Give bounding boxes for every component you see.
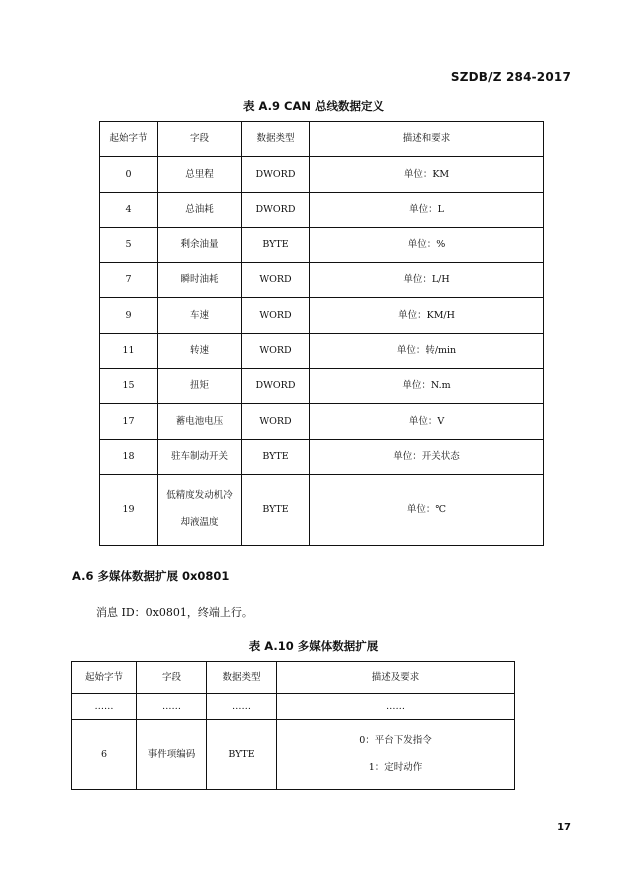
table-row xyxy=(100,193,544,228)
field-cell xyxy=(158,475,242,546)
field-cell: 总里程 xyxy=(158,157,242,193)
column-header: 数据类型 xyxy=(242,122,310,157)
type-cell: BYTE xyxy=(242,475,310,546)
table-row xyxy=(100,334,544,369)
type-cell: WORD xyxy=(242,263,310,298)
type-cell: WORD xyxy=(242,298,310,334)
ellipsis-cell: …… xyxy=(207,694,277,720)
field-cell: 事件项编码 xyxy=(137,720,207,790)
desc-cell: 单位：转/min xyxy=(310,334,544,369)
column-header: 数据类型 xyxy=(207,662,277,694)
field-cell: 转速 xyxy=(158,334,242,369)
table-row xyxy=(100,228,544,263)
start-byte-cell: 18 xyxy=(100,440,158,475)
table-row xyxy=(100,157,544,193)
desc-cell: 单位：开关状态 xyxy=(310,440,544,475)
table-row xyxy=(72,720,515,790)
type-cell: WORD xyxy=(242,404,310,440)
start-byte-cell: 17 xyxy=(100,404,158,440)
table-header-row xyxy=(100,122,544,157)
start-byte-cell: 5 xyxy=(100,228,158,263)
desc-cell: 单位：L xyxy=(310,193,544,228)
start-byte-cell: 9 xyxy=(100,298,158,334)
field-line: 低精度发动机冷 xyxy=(166,490,233,502)
table-a9-caption: 表 A.9 CAN 总线数据定义 xyxy=(243,99,384,113)
ellipsis-cell: …… xyxy=(277,694,515,720)
desc-cell: 单位：N.m xyxy=(310,369,544,404)
column-header: 描述和要求 xyxy=(310,122,544,157)
table-a10-caption: 表 A.10 多媒体数据扩展 xyxy=(248,639,379,653)
start-byte-cell: 7 xyxy=(100,263,158,298)
desc-cell: 单位：℃ xyxy=(310,475,544,546)
field-line: 却液温度 xyxy=(180,517,219,528)
table-a10 xyxy=(71,661,515,790)
field-cell: 蓄电池电压 xyxy=(158,404,242,440)
table-header-row xyxy=(72,662,515,694)
desc-cell: 单位：KM/H xyxy=(310,298,544,334)
type-cell: BYTE xyxy=(242,228,310,263)
type-cell: WORD xyxy=(242,334,310,369)
standard-code: SZDB/Z 284-2017 xyxy=(450,70,571,84)
desc-cell xyxy=(277,720,515,790)
desc-line: 0：平台下发指令 xyxy=(359,734,432,746)
desc-cell: 单位：% xyxy=(310,228,544,263)
field-cell: 驻车制动开关 xyxy=(158,440,242,475)
start-byte-cell: 15 xyxy=(100,369,158,404)
desc-cell: 单位：V xyxy=(310,404,544,440)
column-header: 起始字节 xyxy=(100,122,158,157)
ellipsis-cell: …… xyxy=(137,694,207,720)
column-header: 字段 xyxy=(158,122,242,157)
start-byte-cell: 0 xyxy=(100,157,158,193)
table-row xyxy=(100,440,544,475)
field-cell: 瞬时油耗 xyxy=(158,263,242,298)
type-cell: DWORD xyxy=(242,193,310,228)
type-cell: BYTE xyxy=(207,720,277,790)
table-row xyxy=(100,369,544,404)
type-cell: BYTE xyxy=(242,440,310,475)
table-row xyxy=(100,263,544,298)
table-row xyxy=(100,404,544,440)
table-a9 xyxy=(99,121,544,546)
table-row xyxy=(100,298,544,334)
ellipsis-cell: …… xyxy=(72,694,137,720)
page-number: 17 xyxy=(557,822,571,833)
column-header: 起始字节 xyxy=(72,662,137,694)
type-cell: DWORD xyxy=(242,157,310,193)
type-cell: DWORD xyxy=(242,369,310,404)
start-byte-cell: 11 xyxy=(100,334,158,369)
section-heading: A.6 多媒体数据扩展 0x0801 xyxy=(72,569,230,583)
field-cell: 剩余油量 xyxy=(158,228,242,263)
start-byte-cell: 19 xyxy=(100,475,158,546)
desc-cell: 单位：KM xyxy=(310,157,544,193)
body-paragraph: 消息 ID：0x0801，终端上行。 xyxy=(96,606,253,619)
start-byte-cell: 6 xyxy=(72,720,137,790)
table-row xyxy=(72,694,515,720)
start-byte-cell: 4 xyxy=(100,193,158,228)
field-cell: 总油耗 xyxy=(158,193,242,228)
field-cell: 车速 xyxy=(158,298,242,334)
field-cell: 扭矩 xyxy=(158,369,242,404)
column-header: 字段 xyxy=(137,662,207,694)
table-row xyxy=(100,475,544,546)
desc-line: 1：定时动作 xyxy=(368,761,423,773)
desc-cell: 单位：L/H xyxy=(310,263,544,298)
column-header: 描述及要求 xyxy=(277,662,515,694)
